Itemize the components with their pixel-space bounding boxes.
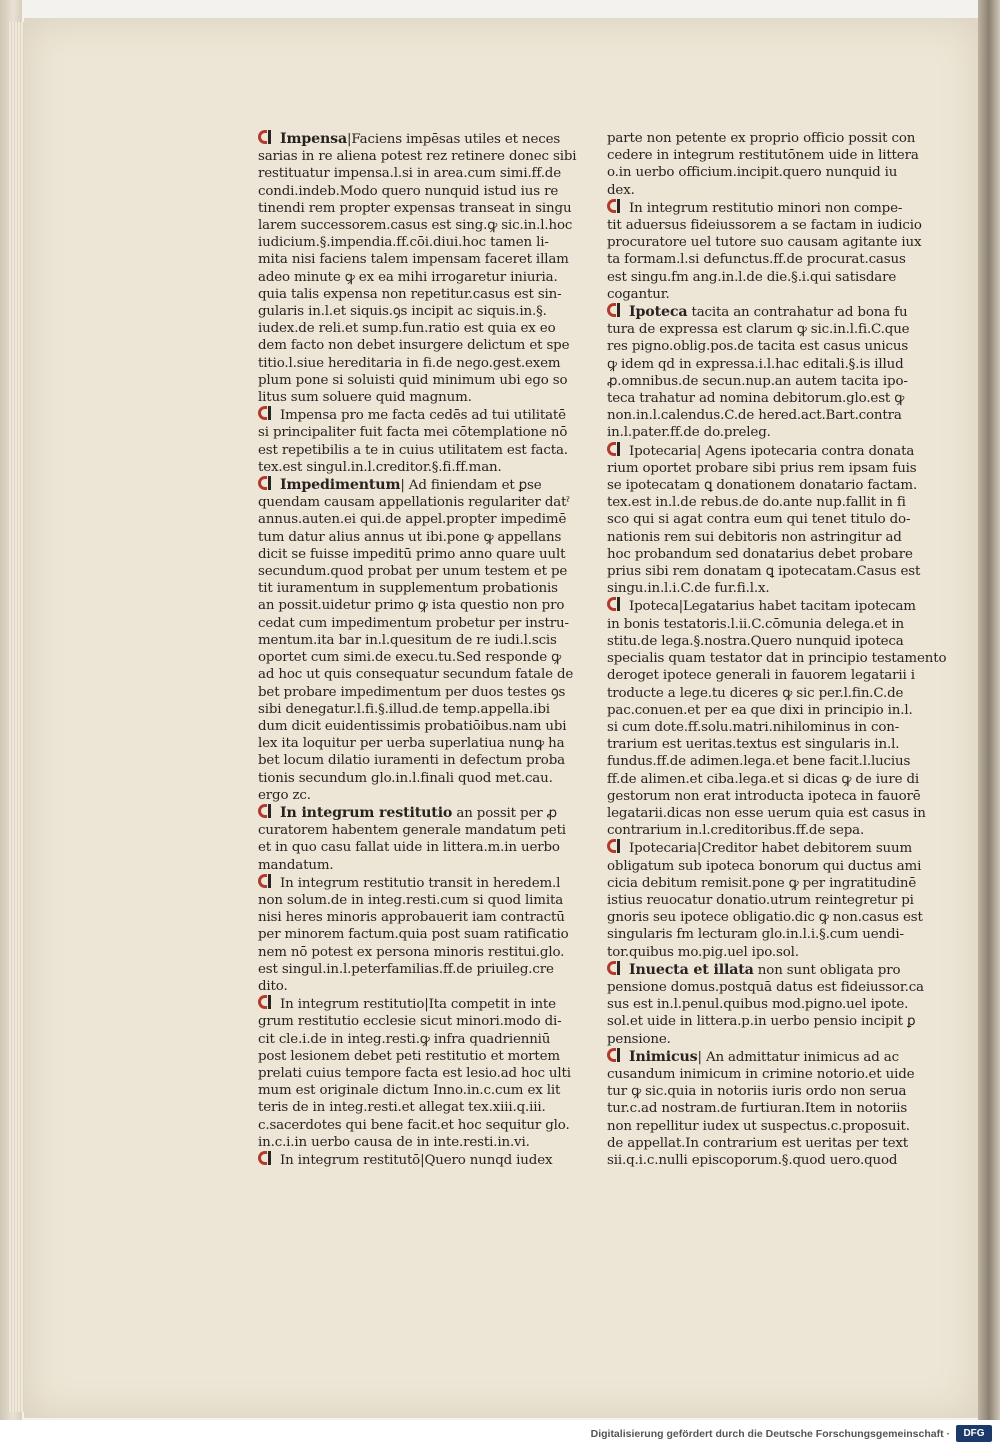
text-line bbox=[258, 995, 556, 1013]
line-text: mita nisi faciens talem impensam faceret illam bbox=[258, 252, 569, 268]
text-line bbox=[607, 1083, 907, 1100]
text-line bbox=[607, 373, 908, 390]
funding-notice: Digitalisierung gefördert durch die Deutsche Forschungsgemeinschaft · bbox=[590, 1428, 950, 1440]
text-line bbox=[258, 926, 569, 943]
text-line bbox=[258, 874, 561, 892]
text-line bbox=[258, 701, 550, 718]
text-line bbox=[607, 597, 916, 615]
text-line bbox=[258, 303, 547, 320]
text-line bbox=[607, 1013, 916, 1030]
line-text: ta formam.l.si defunctus.ff.de procurat.casus bbox=[607, 252, 906, 268]
line-text: restituatur impensa.l.si in area.cum simi.ff.de bbox=[258, 166, 561, 182]
line-text: gularis in.l.et siquis.ꝯs incipit ac siquis.in.§. bbox=[258, 304, 547, 320]
text-line bbox=[258, 183, 559, 200]
text-line bbox=[258, 1151, 553, 1169]
line-text: sol.et uide in littera.p.in uerbo pensio incipit ꝑ bbox=[607, 1014, 916, 1030]
line-text: an possit per ꝓ bbox=[452, 805, 557, 821]
line-text: non sunt obligata pro bbox=[753, 962, 901, 978]
line-text: iudicium.§.impendia.ff.cōi.diui.hoc tamen li- bbox=[258, 235, 549, 251]
text-line bbox=[607, 303, 908, 321]
text-line bbox=[607, 338, 909, 355]
entry-heading: In integrum restitutio bbox=[280, 804, 453, 821]
text-line bbox=[258, 476, 543, 494]
text-line bbox=[258, 234, 549, 251]
text-line bbox=[607, 217, 922, 234]
text-line bbox=[607, 234, 922, 251]
text-line bbox=[258, 632, 557, 649]
text-line bbox=[607, 424, 892, 441]
line-text: titio.l.siue hereditaria in fi.de nego.gest.exem bbox=[258, 355, 561, 371]
paragraph-mark-icon bbox=[607, 961, 627, 975]
line-text: iudex.de reli.et sump.fun.ratio est quia ex eo bbox=[258, 321, 556, 337]
left-text-column bbox=[258, 130, 577, 1169]
line-text: o.in uerbo officium.incipit.quero nunquid iu bbox=[607, 165, 898, 181]
line-text: sus est in.l.penul.quibus mod.pigno.uel ipote. bbox=[607, 997, 909, 1013]
text-line bbox=[258, 649, 562, 666]
text-line bbox=[258, 822, 566, 839]
right-page-edge bbox=[978, 0, 1000, 1430]
line-text: post lesionem debet peti restitutio et mortem bbox=[258, 1048, 560, 1064]
text-line bbox=[607, 702, 913, 719]
text-line bbox=[607, 667, 915, 684]
text-line bbox=[258, 752, 565, 769]
line-text: nisi heres minoris approbauerit iam contractū bbox=[258, 910, 565, 926]
line-text: In integrum restitutō|Quero nunqd iudex bbox=[280, 1152, 553, 1168]
line-text: in bonis testatoris.l.ii.C.cōmunia delega.et in bbox=[607, 616, 904, 632]
text-line bbox=[607, 269, 897, 286]
text-line bbox=[258, 1031, 551, 1048]
line-text: prius sibi rem donatam ꝗ ipotecatam.Casus est bbox=[607, 564, 921, 580]
text-line bbox=[607, 685, 904, 702]
line-text: an possit.uidetur primo ꝙ ista questio non pro bbox=[258, 598, 565, 614]
line-text: cogantur. bbox=[607, 286, 670, 302]
line-text: dex. bbox=[607, 182, 635, 198]
line-text: tura de expressa est clarum ꝙ sic.in.l.fi.C.que bbox=[607, 322, 910, 338]
text-line bbox=[258, 666, 574, 683]
text-line bbox=[607, 875, 917, 892]
line-text: cedere in integrum restitutōnem uide in littera bbox=[607, 148, 919, 164]
line-text: quia talis expensa non repetitur.casus est sin- bbox=[258, 286, 562, 302]
text-line bbox=[607, 979, 924, 996]
line-text: teca trahatur ad nomina debitorum.glo.est ꝙ bbox=[607, 391, 905, 407]
text-line bbox=[258, 217, 573, 234]
line-text: quendam causam appellationis regulariter datˀ bbox=[258, 495, 570, 511]
text-line bbox=[258, 546, 566, 563]
text-line bbox=[258, 424, 568, 441]
line-text: tex.est in.l.de rebus.de do.ante nup.fallit in fi bbox=[607, 495, 906, 511]
line-text: curatorem habentem generale mandatum peti bbox=[258, 823, 566, 839]
entry-heading: Impensa bbox=[280, 131, 348, 147]
text-line bbox=[607, 616, 904, 633]
line-text: singu.in.l.i.C.de fur.fi.l.x. bbox=[607, 581, 770, 597]
line-text: mentum.ita bar in.l.quesitum de re iudi.l.scis bbox=[258, 632, 557, 648]
paragraph-mark-icon bbox=[607, 839, 627, 853]
paragraph-mark-icon bbox=[258, 130, 278, 144]
line-text: ꝓ.omnibus.de secun.nup.an autem tacita ipo- bbox=[607, 373, 908, 389]
text-line bbox=[607, 996, 909, 1013]
entry-heading: Impedimentum bbox=[280, 477, 401, 494]
text-line bbox=[607, 321, 910, 338]
text-line bbox=[607, 650, 947, 667]
text-line bbox=[607, 286, 892, 303]
text-line bbox=[258, 804, 557, 822]
paragraph-mark-icon bbox=[258, 476, 278, 490]
line-text: Ipotecaria|Creditor habet debitorem suum bbox=[629, 841, 913, 857]
line-text: non solum.de in integ.resti.cum si quod limita bbox=[258, 892, 564, 908]
text-line bbox=[258, 718, 567, 735]
text-line bbox=[258, 355, 561, 372]
line-text: ergo zc. bbox=[258, 787, 311, 803]
line-text: tur ꝙ sic.quia in notoriis iuris ordo non serua bbox=[607, 1084, 907, 1100]
paragraph-mark-icon bbox=[258, 406, 278, 420]
text-line bbox=[258, 597, 565, 614]
line-text: dicit se fuisse impeditū primo anno quare uult bbox=[258, 546, 566, 562]
text-line bbox=[607, 788, 921, 805]
text-line bbox=[607, 460, 917, 477]
text-line bbox=[258, 909, 565, 926]
line-text: contrarium in.l.creditoribus.ff.de sepa. bbox=[607, 823, 865, 839]
line-text: est singu.fm ang.in.l.de die.§.i.qui satisdare bbox=[607, 269, 897, 285]
line-text: | An admittatur inimicus ad ac bbox=[697, 1049, 899, 1065]
text-line bbox=[258, 459, 543, 476]
text-line bbox=[607, 182, 892, 199]
paragraph-mark-icon bbox=[607, 597, 627, 611]
text-line bbox=[607, 130, 916, 147]
line-text: prelati cuius tempore facta est lesio.ad hoc ulti bbox=[258, 1065, 571, 1081]
text-line bbox=[607, 1048, 899, 1066]
text-line bbox=[607, 251, 906, 268]
line-text: in.c.i.in uerbo causa de in inte.resti.in.vi. bbox=[258, 1134, 530, 1150]
line-text: tit iuramentum in supplementum probationis bbox=[258, 581, 558, 597]
line-text: se ipotecatam ꝗ donationem donatario factam. bbox=[607, 478, 918, 494]
text-line bbox=[258, 372, 568, 389]
line-text: cedat cum impedimentum probetur per instru- bbox=[258, 615, 569, 631]
line-text: est repetibilis a te in cuius utilitatem est facta. bbox=[258, 442, 568, 458]
text-line bbox=[258, 770, 553, 787]
text-line bbox=[258, 165, 561, 182]
line-text: tor.quibus mo.pig.uel ipo.sol. bbox=[607, 944, 799, 960]
text-line bbox=[607, 494, 906, 511]
line-text: non repellitur iudex ut suspectus.c.proposuit. bbox=[607, 1118, 910, 1134]
line-text: bet locum dilatio iuramenti in defectum proba bbox=[258, 753, 565, 769]
text-line bbox=[258, 200, 572, 217]
line-text: deroget ipotece generali in fauorem legatarii i bbox=[607, 668, 915, 684]
line-text: de appellat.In contrarium est ueritas per text bbox=[607, 1135, 909, 1151]
line-text: oportet cum simi.de execu.tu.Sed responde ꝙ bbox=[258, 650, 562, 666]
line-text: tum datur alius annus ut ibi.pone ꝙ appellans bbox=[258, 529, 562, 545]
text-line bbox=[607, 546, 913, 563]
line-text: ad hoc ut quis consequatur secundum fatale de bbox=[258, 667, 574, 683]
text-line bbox=[258, 286, 562, 303]
line-text: trarium est ueritas.textus est singularis in.l. bbox=[607, 737, 900, 753]
text-line bbox=[607, 892, 914, 909]
line-text: tacita an contrahatur ad bona fu bbox=[687, 305, 908, 321]
entry-heading: Inimicus bbox=[629, 1048, 698, 1065]
line-text: | Ad finiendam et ꝑse bbox=[400, 478, 542, 494]
text-line bbox=[258, 961, 554, 978]
text-line bbox=[258, 442, 568, 459]
line-text: si principaliter fuit facta mei cōtemplatione nō bbox=[258, 425, 568, 441]
line-text: ꝙ idem qd in expressa.i.l.hac editali.§.is illud bbox=[607, 356, 904, 372]
line-text: est singul.in.l.peterfamilias.ff.de priuileg.cre bbox=[258, 961, 554, 977]
text-line bbox=[607, 771, 920, 788]
paragraph-mark-icon bbox=[258, 874, 278, 888]
line-text: sibi denegatur.l.fi.§.illud.de temp.appella.ibi bbox=[258, 701, 550, 717]
line-text: in.l.pater.ff.de do.preleg. bbox=[607, 425, 771, 441]
text-line bbox=[607, 356, 904, 373]
text-line bbox=[258, 684, 566, 701]
line-text: per minorem factum.quia post suam ratificatio bbox=[258, 927, 569, 943]
line-text: res pigno.oblig.pos.de tacita est casus unicus bbox=[607, 339, 909, 355]
line-text: cusandum inimicum in crimine notorio.et uide bbox=[607, 1066, 915, 1082]
line-text: sii.q.i.c.nulli episcoporum.§.quod uero.quod bbox=[607, 1152, 898, 1168]
text-line bbox=[607, 1031, 892, 1048]
line-text: tit aduersus fideiussorem a se factam in iudicio bbox=[607, 218, 922, 234]
text-line bbox=[607, 563, 921, 580]
line-text: secundum.quod probat per unum testem et pe bbox=[258, 564, 568, 580]
line-text: pensione. bbox=[607, 1031, 671, 1047]
text-line bbox=[607, 1066, 915, 1083]
line-text: gnoris seu ipotece obligatio.dic ꝙ non.casus est bbox=[607, 910, 923, 926]
text-line bbox=[258, 615, 569, 632]
text-line bbox=[607, 147, 919, 164]
text-line bbox=[607, 442, 915, 460]
line-text: stitu.de lega.§.nostra.Quero nunquid ipoteca bbox=[607, 633, 904, 649]
text-line bbox=[258, 389, 543, 406]
line-text: ff.de alimen.et ciba.lega.et si dicas ꝙ de iure di bbox=[607, 771, 920, 787]
text-line bbox=[607, 805, 926, 822]
line-text: In integrum restitutio|Ita competit in inte bbox=[280, 997, 556, 1013]
text-line bbox=[258, 1013, 562, 1030]
text-line bbox=[607, 164, 898, 181]
line-text: procuratore uel tutore suo causam agitante iux bbox=[607, 235, 922, 251]
line-text: teris de in integ.resti.et allegat tex.xiii.q.iii. bbox=[258, 1100, 546, 1116]
text-line bbox=[607, 1118, 910, 1135]
line-text: singularis fm lecturam glo.in.l.i.§.cum uendi- bbox=[607, 927, 904, 943]
line-text: mum est originale dictum Inno.in.c.cum ex lit bbox=[258, 1083, 561, 1099]
line-text: legatarii.dicas non esse uerum quia est casus in bbox=[607, 805, 926, 821]
line-text: obligatum sub ipoteca bonorum qui ductus ami bbox=[607, 858, 922, 874]
line-text: troducte a lege.tu diceres ꝙ sic per.l.fin.C.de bbox=[607, 685, 904, 701]
text-line bbox=[258, 511, 567, 528]
text-line bbox=[258, 529, 562, 546]
line-text: tionis secundum glo.in.l.finali quod met.cau. bbox=[258, 770, 553, 786]
paragraph-mark-icon bbox=[258, 804, 278, 818]
line-text: cicia debitum remisit.pone ꝙ per ingratitudinē bbox=[607, 875, 917, 891]
line-text: annus.auten.ei qui.de appel.propter impedimē bbox=[258, 512, 567, 528]
line-text: Ipoteca|Legatarius habet tacitam ipotecam bbox=[629, 599, 916, 615]
line-text: In integrum restitutio transit in heredem.l bbox=[280, 875, 561, 891]
text-line bbox=[258, 1117, 570, 1134]
line-text: si cum dote.ff.solu.matri.nihilominus in con- bbox=[607, 719, 900, 735]
paragraph-mark-icon bbox=[258, 995, 278, 1009]
text-line bbox=[607, 199, 903, 217]
text-line bbox=[258, 563, 568, 580]
line-text: parte non petente ex proprio officio possit con bbox=[607, 131, 916, 146]
line-text: Ipotecaria| Agens ipotecaria contra donata bbox=[629, 443, 915, 459]
line-text: hoc probandum sed donatarius debet probare bbox=[607, 546, 913, 562]
line-text: fundus.ff.de adimen.lega.et bene facit.l.lucius bbox=[607, 754, 911, 770]
text-line bbox=[258, 944, 565, 961]
line-text: adeo minute ꝙ ex ea mihi irrogaretur iniuria. bbox=[258, 269, 558, 285]
line-text: In integrum restitutio minori non compe- bbox=[629, 200, 903, 216]
right-text-column bbox=[607, 130, 947, 1169]
text-line bbox=[607, 390, 905, 407]
line-text: dem facto non debet insurgere delictum et spe bbox=[258, 338, 570, 354]
text-line bbox=[607, 926, 904, 943]
line-text: specialis quam testator dat in principio testamento bbox=[607, 651, 947, 667]
line-text: dum dicit euidentissimis probatiōibus.nam ubi bbox=[258, 718, 567, 734]
text-line bbox=[258, 130, 561, 148]
paragraph-mark-icon bbox=[607, 442, 627, 456]
text-line bbox=[607, 909, 923, 926]
line-text: bet probare impedimentum per duos testes ꝯs bbox=[258, 684, 566, 700]
text-line bbox=[607, 529, 902, 546]
text-line bbox=[258, 148, 577, 165]
text-line bbox=[258, 580, 558, 597]
text-line bbox=[607, 822, 892, 839]
text-line bbox=[607, 753, 911, 770]
text-line bbox=[607, 1135, 909, 1152]
text-line bbox=[258, 892, 564, 909]
text-line bbox=[607, 944, 892, 961]
line-text: rium oportet probare sibi prius rem ipsam fuis bbox=[607, 460, 917, 476]
line-text: nationis rem sui debitoris non astringitur ad bbox=[607, 529, 902, 545]
line-text: tur.c.ad nostram.de furtiuran.Item in notoriis bbox=[607, 1101, 908, 1117]
footer-bar bbox=[0, 1420, 1000, 1448]
dfg-logo-icon: DFG bbox=[956, 1425, 992, 1442]
text-line bbox=[258, 406, 566, 424]
line-text: c.sacerdotes qui bene facit.et hoc sequitur glo. bbox=[258, 1117, 570, 1133]
line-text: tinendi rem propter expensas transeat in singu bbox=[258, 200, 572, 216]
line-text: condi.indeb.Modo quero nunquid istud ius re bbox=[258, 183, 559, 199]
paragraph-mark-icon bbox=[258, 1151, 278, 1165]
text-line bbox=[258, 251, 569, 268]
line-text: sco qui si agat contra eum qui tenet titulo do- bbox=[607, 512, 911, 528]
text-line bbox=[258, 1048, 560, 1065]
line-text: grum restitutio ecclesie sicut minori.modo di- bbox=[258, 1014, 562, 1030]
paragraph-mark-icon bbox=[607, 199, 627, 213]
line-text: sarias in re aliena potest rez retinere donec sibi bbox=[258, 149, 577, 165]
text-line bbox=[258, 337, 570, 354]
line-text: larem successorem.casus est sing.ꝙ sic.in.l.hoc bbox=[258, 218, 573, 234]
line-text: lex ita loquitur per uerba superlatiua nunꝙ ha bbox=[258, 736, 565, 752]
text-line bbox=[607, 736, 900, 753]
text-line bbox=[258, 269, 558, 286]
text-line bbox=[258, 1099, 546, 1116]
text-line bbox=[258, 978, 543, 995]
text-line bbox=[258, 839, 560, 856]
text-line bbox=[258, 1134, 543, 1151]
text-line bbox=[607, 407, 902, 424]
text-line bbox=[607, 719, 900, 736]
text-line bbox=[607, 1100, 908, 1117]
line-text: litus sum soluere quid magnum. bbox=[258, 390, 472, 406]
line-text: dito. bbox=[258, 978, 288, 994]
line-text: non.in.l.calendus.C.de hered.act.Bart.contra bbox=[607, 408, 902, 424]
text-line bbox=[607, 511, 911, 528]
line-text: pac.conuen.et per ea que dixi in principio in.l. bbox=[607, 702, 913, 718]
text-line bbox=[258, 494, 570, 511]
text-line bbox=[607, 1152, 898, 1169]
text-line bbox=[258, 320, 556, 337]
line-text: |Faciens impēsas utiles et neces bbox=[347, 132, 561, 147]
text-line bbox=[258, 1065, 571, 1082]
text-line bbox=[607, 580, 892, 597]
text-line bbox=[607, 633, 904, 650]
text-line bbox=[258, 787, 543, 804]
line-text: istius reuocatur donatio.utrum reintegretur pi bbox=[607, 892, 914, 908]
paragraph-mark-icon bbox=[607, 1048, 627, 1062]
text-line bbox=[607, 961, 901, 979]
line-text: tex.est singul.in.l.creditor.§.fi.ff.man. bbox=[258, 459, 502, 475]
text-line bbox=[607, 858, 922, 875]
entry-heading: Ipoteca bbox=[629, 304, 688, 321]
line-text: et in quo casu fallat uide in littera.m.in uerbo bbox=[258, 840, 560, 856]
line-text: cit cle.i.de in integ.resti.ꝙ infra quadrienniū bbox=[258, 1031, 551, 1047]
text-line bbox=[607, 477, 918, 494]
line-text: plum pone si soluisti quid minimum ubi ego so bbox=[258, 372, 568, 388]
line-text: mandatum. bbox=[258, 857, 334, 873]
line-text: gestorum non erat introducta ipoteca in fauorē bbox=[607, 788, 921, 804]
line-text: pensione domus.postquā datus est fideiussor.ca bbox=[607, 979, 924, 995]
entry-heading: Inuecta et illata bbox=[629, 961, 754, 978]
paragraph-mark-icon bbox=[607, 303, 627, 317]
text-line bbox=[607, 839, 913, 857]
text-line bbox=[258, 735, 565, 752]
text-line bbox=[258, 1082, 561, 1099]
line-text: nem nō potest ex persona minoris restitui.glo. bbox=[258, 944, 565, 960]
line-text: Impensa pro me facta cedēs ad tui utilitatē bbox=[280, 408, 566, 424]
text-line bbox=[258, 857, 543, 874]
